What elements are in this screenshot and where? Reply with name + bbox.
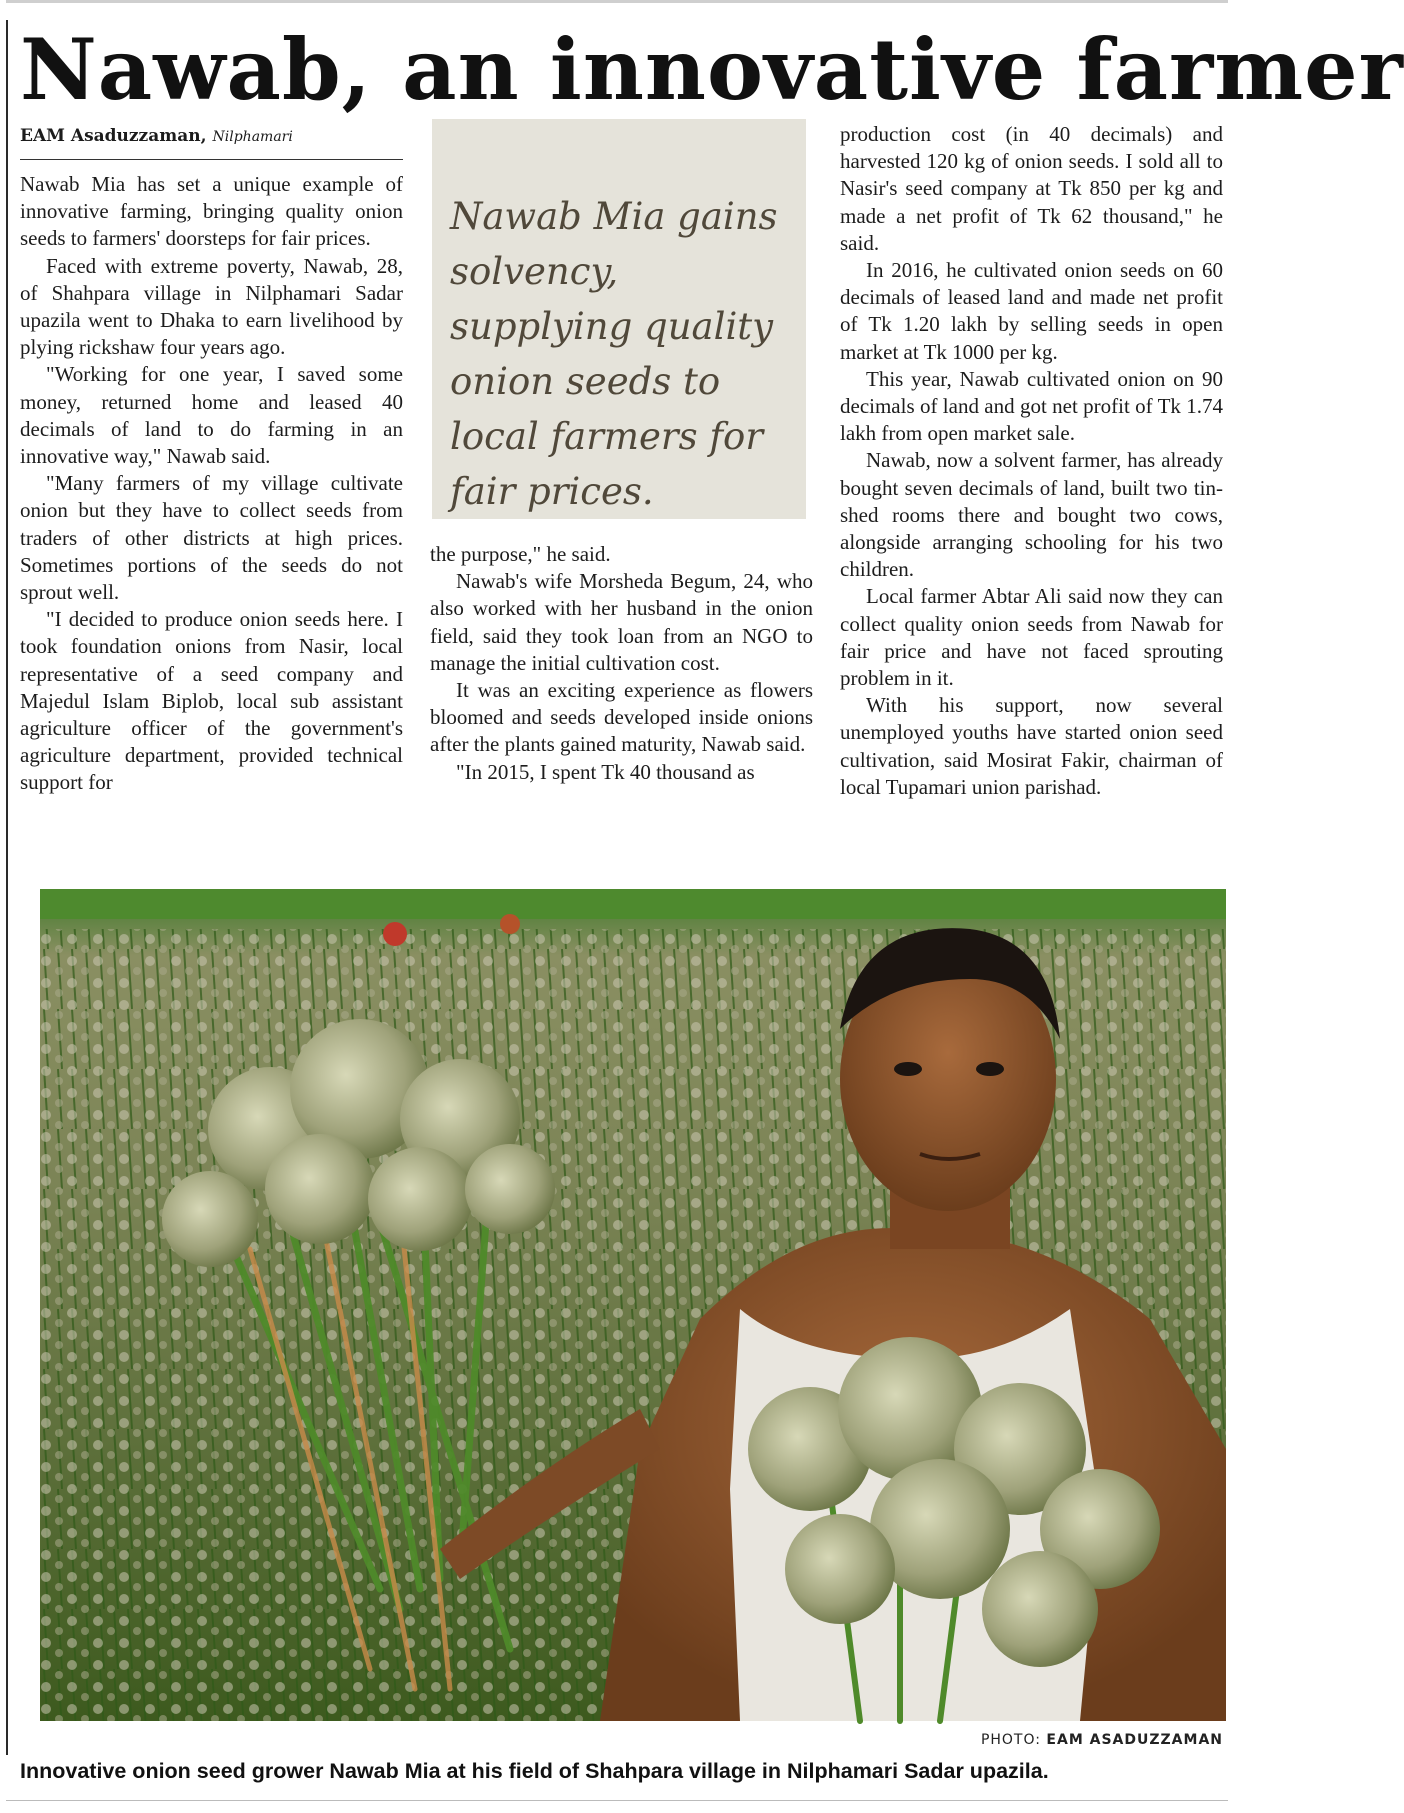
paragraph: "In 2015, I spent Tk 40 thousand as [456,759,755,784]
paragraph: the purpose," he said. [430,542,611,566]
article-column-2 [430,541,813,786]
byline-author: EAM Asaduzzaman, [20,126,207,146]
paragraph: It was an exciting experience as flowers bloomed and seeds developed inside onions after the plants gained maturity, Nawab said. [430,678,813,757]
paragraph: "Many farmers of my village cultivate onion but they have to collect seeds from traders of other districts at high prices. Sometimes portions of the seeds do not sprout well. [20,471,403,605]
paragraph: Faced with extreme poverty, Nawab, 28, of Shahpara village in Nilphamari Sadar upazila went to Dhaka to earn livelihood by plying rickshaw four years ago. [20,253,403,360]
top-rule [6,0,1228,3]
paragraph: With his support, now several unemployed youths have started onion seed cultivation, said Mosirat Fakir, chairman of local Tupamari union parishad. [840,693,1223,799]
farmer-photo [40,889,1226,1721]
paragraph: Nawab's wife Morsheda Begum, 24, who also worked with her husband in the onion field, said they took loan from an NGO to manage the initial cultivation cost. [430,569,813,675]
paragraph: Local farmer Abtar Ali said now they can collect quality onion seeds from Nawab for fair price and have not faced sprouting problem in it. [840,584,1223,691]
byline-place: Nilphamari [212,129,293,145]
headline: Nawab, an innovative farmer [20,20,1404,119]
paragraph: Nawab, now a solvent farmer, has already bought seven decimals of land, built two tin-shed rooms there and bought two cows, alongside arranging schooling for his two children. [840,448,1223,582]
bottom-rule [6,1800,1228,1801]
paragraph: "I decided to produce onion seeds here. I took foundation onions from Nasir, local representative of a seed company and Majedul Islam Biplob, local sub assistant agriculture officer of the government's agriculture department, provided technical support for [20,607,403,795]
paragraph: This year, Nawab cultivated onion on 90 decimals of land and got net profit of Tk 1.74 lakh from open market sale. [840,366,1223,446]
photo-credit-label: PHOTO: [980,1732,1041,1748]
paragraph: "Working for one year, I saved some money, returned home and leased 40 decimals of land to do farming in an innovative way," Nawab said. [20,362,403,469]
photo-credit [981,1732,1223,1748]
left-column-rule [6,20,8,1755]
byline [20,124,403,160]
photo-credit-name: EAM ASADUZZAMAN [1046,1732,1223,1748]
onion-field-illustration [40,889,1226,1721]
article-column-3 [840,121,1223,801]
pull-quote-text: Nawab Mia gains solvency, supplying quality onion seeds to local farmers for fair prices. [450,195,778,513]
paragraph: In 2016, he cultivated onion seeds on 60 decimals of leased land and made net profit of Tk 1.20 lakh by selling seeds in open market at Tk 1000 per kg. [840,258,1223,364]
paragraph: Nawab Mia has set a unique example of innovative farming, bringing quality onion seeds to farmers' doorsteps for fair prices. [20,172,403,251]
article-column-1 [20,171,403,797]
photo-caption: Innovative onion seed grower Nawab Mia at his field of Shahpara village in Nilphamari Sadar upazila. [20,1759,1049,1783]
paragraph: production cost (in 40 decimals) and harvested 120 kg of onion seeds. I sold all to Nasir's seed company at Tk 850 per kg and made a net profit of Tk 62 thousand," he said. [840,122,1223,255]
pull-quote-box [432,119,806,519]
